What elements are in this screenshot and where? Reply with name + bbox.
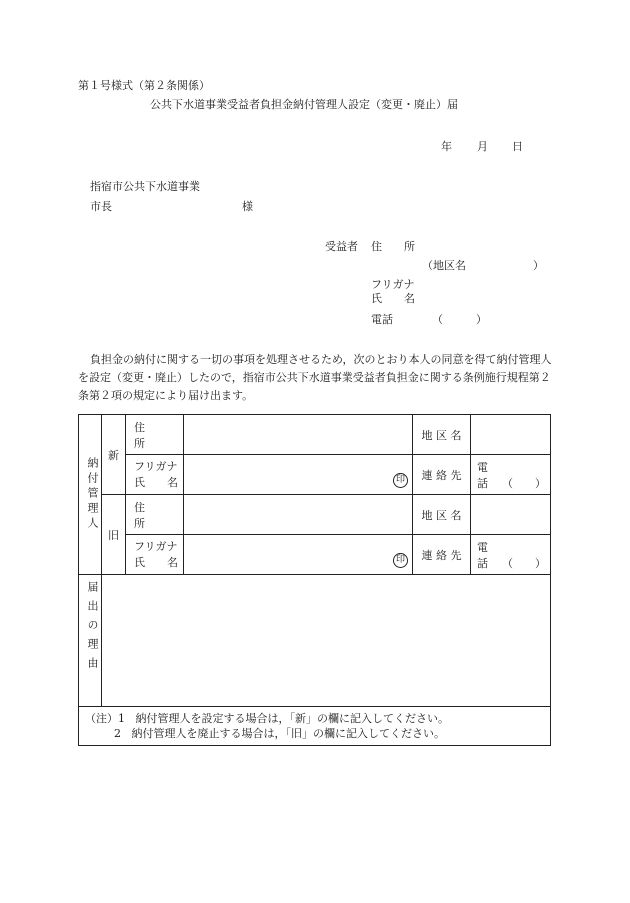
new-furigana-label: フリガナ bbox=[134, 459, 178, 473]
body-text: 負担金の納付に関する一切の事項を処理させるため，次のとおり本人の同意を得て納付管理人を設定（変更・廃止）したので，指宿市公共下水道事業受益者負担金に関する条例施行規程第２条第２項の規定により届け出ます。 bbox=[78, 353, 552, 402]
reason-field[interactable] bbox=[102, 575, 551, 707]
new-phone-parens: （ ） bbox=[502, 476, 546, 490]
old-furigana-label: フリガナ bbox=[134, 539, 178, 553]
new-name-label-text: 氏 名 bbox=[134, 475, 178, 489]
new-address-label-text: 住 所 bbox=[134, 420, 167, 450]
date-month: 月 bbox=[477, 140, 488, 153]
new-address-label bbox=[126, 415, 184, 455]
applicant-address-label: 住 所 bbox=[371, 240, 415, 253]
note-2-num: 2 bbox=[114, 727, 121, 740]
applicant-phone-label: 電話 bbox=[371, 313, 393, 326]
old-address-label-text: 住 所 bbox=[134, 500, 167, 530]
addressee-title: 市長 bbox=[90, 200, 112, 213]
applicant-name-label: 氏 名 bbox=[371, 292, 415, 305]
date-day: 日 bbox=[512, 140, 523, 153]
note-prefix: （注） bbox=[85, 712, 118, 725]
reason-label-cell bbox=[79, 575, 102, 707]
note-1 bbox=[85, 711, 544, 726]
new-district-label: 地 区 名 bbox=[413, 415, 471, 455]
old-address-label bbox=[126, 495, 184, 535]
applicant-furigana-label: フリガナ bbox=[371, 278, 415, 291]
old-name-field[interactable] bbox=[184, 535, 413, 575]
note-2-text: 納付管理人を廃止する場合は，「旧」の欄に記入してください。 bbox=[131, 727, 445, 740]
manager-label-cell bbox=[79, 415, 102, 575]
note-2 bbox=[85, 726, 544, 741]
applicant-phone-parens: （ ） bbox=[432, 313, 487, 326]
addressee-honorific: 様 bbox=[242, 200, 253, 213]
new-label: 新 bbox=[102, 415, 126, 495]
new-name-field[interactable] bbox=[184, 455, 413, 495]
old-district-label: 地 区 名 bbox=[413, 495, 471, 535]
old-seal-mark: 印 bbox=[393, 553, 408, 568]
old-phone-parens: （ ） bbox=[502, 556, 546, 570]
new-address-field[interactable] bbox=[184, 415, 413, 455]
old-name-label bbox=[126, 535, 184, 575]
new-seal-mark: 印 bbox=[393, 473, 408, 488]
old-name-label-text: 氏 名 bbox=[134, 555, 178, 569]
date-year: 年 bbox=[441, 140, 452, 153]
new-district-field[interactable] bbox=[471, 415, 551, 455]
reason-label: 届出の理由 bbox=[86, 581, 99, 676]
form-title: 公共下水道事業受益者負担金納付管理人設定（変更・廃止）届 bbox=[150, 98, 458, 111]
old-phone-label: 電話 bbox=[477, 540, 488, 570]
new-contact-label: 連 絡 先 bbox=[413, 455, 471, 495]
notes-cell bbox=[79, 707, 551, 746]
applicant-district-close: ） bbox=[533, 259, 544, 272]
applicant-label: 受益者 bbox=[325, 240, 358, 253]
old-district-field[interactable] bbox=[471, 495, 551, 535]
form-number: 第１号様式（第２条関係） bbox=[78, 79, 210, 92]
addressee-org: 指宿市公共下水道事業 bbox=[90, 180, 200, 193]
new-name-label bbox=[126, 455, 184, 495]
old-label: 旧 bbox=[102, 495, 126, 575]
old-contact-label: 連 絡 先 bbox=[413, 535, 471, 575]
new-contact-field[interactable] bbox=[471, 455, 551, 495]
old-address-field[interactable] bbox=[184, 495, 413, 535]
new-phone-label: 電話 bbox=[477, 460, 488, 490]
manager-form-table bbox=[78, 414, 551, 746]
applicant-district-label: （地区名 bbox=[422, 259, 466, 272]
old-contact-field[interactable] bbox=[471, 535, 551, 575]
note-1-text: 納付管理人を設定する場合は，「新」の欄に記入してください。 bbox=[135, 712, 449, 725]
note-1-num: 1 bbox=[118, 712, 125, 725]
manager-label: 納付管理人 bbox=[86, 457, 99, 532]
